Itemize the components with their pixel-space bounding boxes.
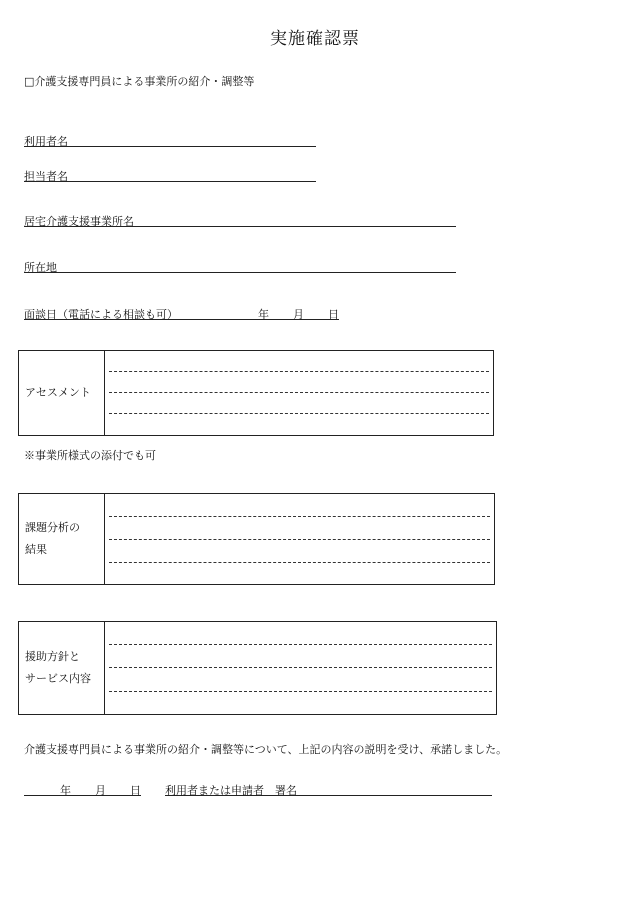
address-label: 所在地 xyxy=(24,261,57,274)
address-field[interactable] xyxy=(24,257,456,273)
office-name-label: 居宅介護支援事業所名 xyxy=(24,215,134,228)
interview-date-label: 面談日（電話による相談も可） xyxy=(24,308,178,321)
analysis-line-3[interactable] xyxy=(109,562,490,563)
user-name-label: 利用者名 xyxy=(24,135,68,148)
analysis-box xyxy=(18,493,495,585)
signature-date-field[interactable] xyxy=(24,780,141,796)
policy-line-2[interactable] xyxy=(109,667,492,668)
consent-text: 介護支援専門員による事業所の紹介・調整等について、上記の内容の説明を受け、承諾しました。 xyxy=(24,743,508,756)
staff-name-field[interactable] xyxy=(24,166,316,182)
signature-signer-label: 利用者または申請者 署名 xyxy=(165,784,297,797)
policy-label: 援助方針と サービス内容 xyxy=(19,622,105,714)
analysis-line-1[interactable] xyxy=(109,516,490,517)
assessment-note: ※事業所様式の添付でも可 xyxy=(24,449,156,462)
assessment-line-2[interactable] xyxy=(109,392,489,393)
interview-month-label: 月 xyxy=(293,308,304,321)
policy-line-1[interactable] xyxy=(109,644,492,645)
interview-date-field[interactable] xyxy=(24,304,339,320)
office-name-field[interactable] xyxy=(24,211,456,227)
interview-day-label: 日 xyxy=(328,308,339,321)
analysis-label: 課題分析の 結果 xyxy=(19,494,105,584)
policy-line-3[interactable] xyxy=(109,691,492,692)
user-name-field[interactable] xyxy=(24,131,316,147)
interview-year-label: 年 xyxy=(258,308,269,321)
signature-day-label: 日 xyxy=(130,784,141,797)
signature-year-label: 年 xyxy=(60,784,71,797)
analysis-line-2[interactable] xyxy=(109,539,490,540)
assessment-box xyxy=(18,350,494,436)
policy-box xyxy=(18,621,497,715)
checkbox-line[interactable]: □介護支援専門員による事業所の紹介・調整等 xyxy=(24,75,255,88)
assessment-label: アセスメント xyxy=(19,351,105,435)
assessment-line-1[interactable] xyxy=(109,371,489,372)
staff-name-label: 担当者名 xyxy=(24,170,68,183)
signature-month-label: 月 xyxy=(95,784,106,797)
page-title: 実施確認票 xyxy=(270,29,360,49)
assessment-line-3[interactable] xyxy=(109,413,489,414)
